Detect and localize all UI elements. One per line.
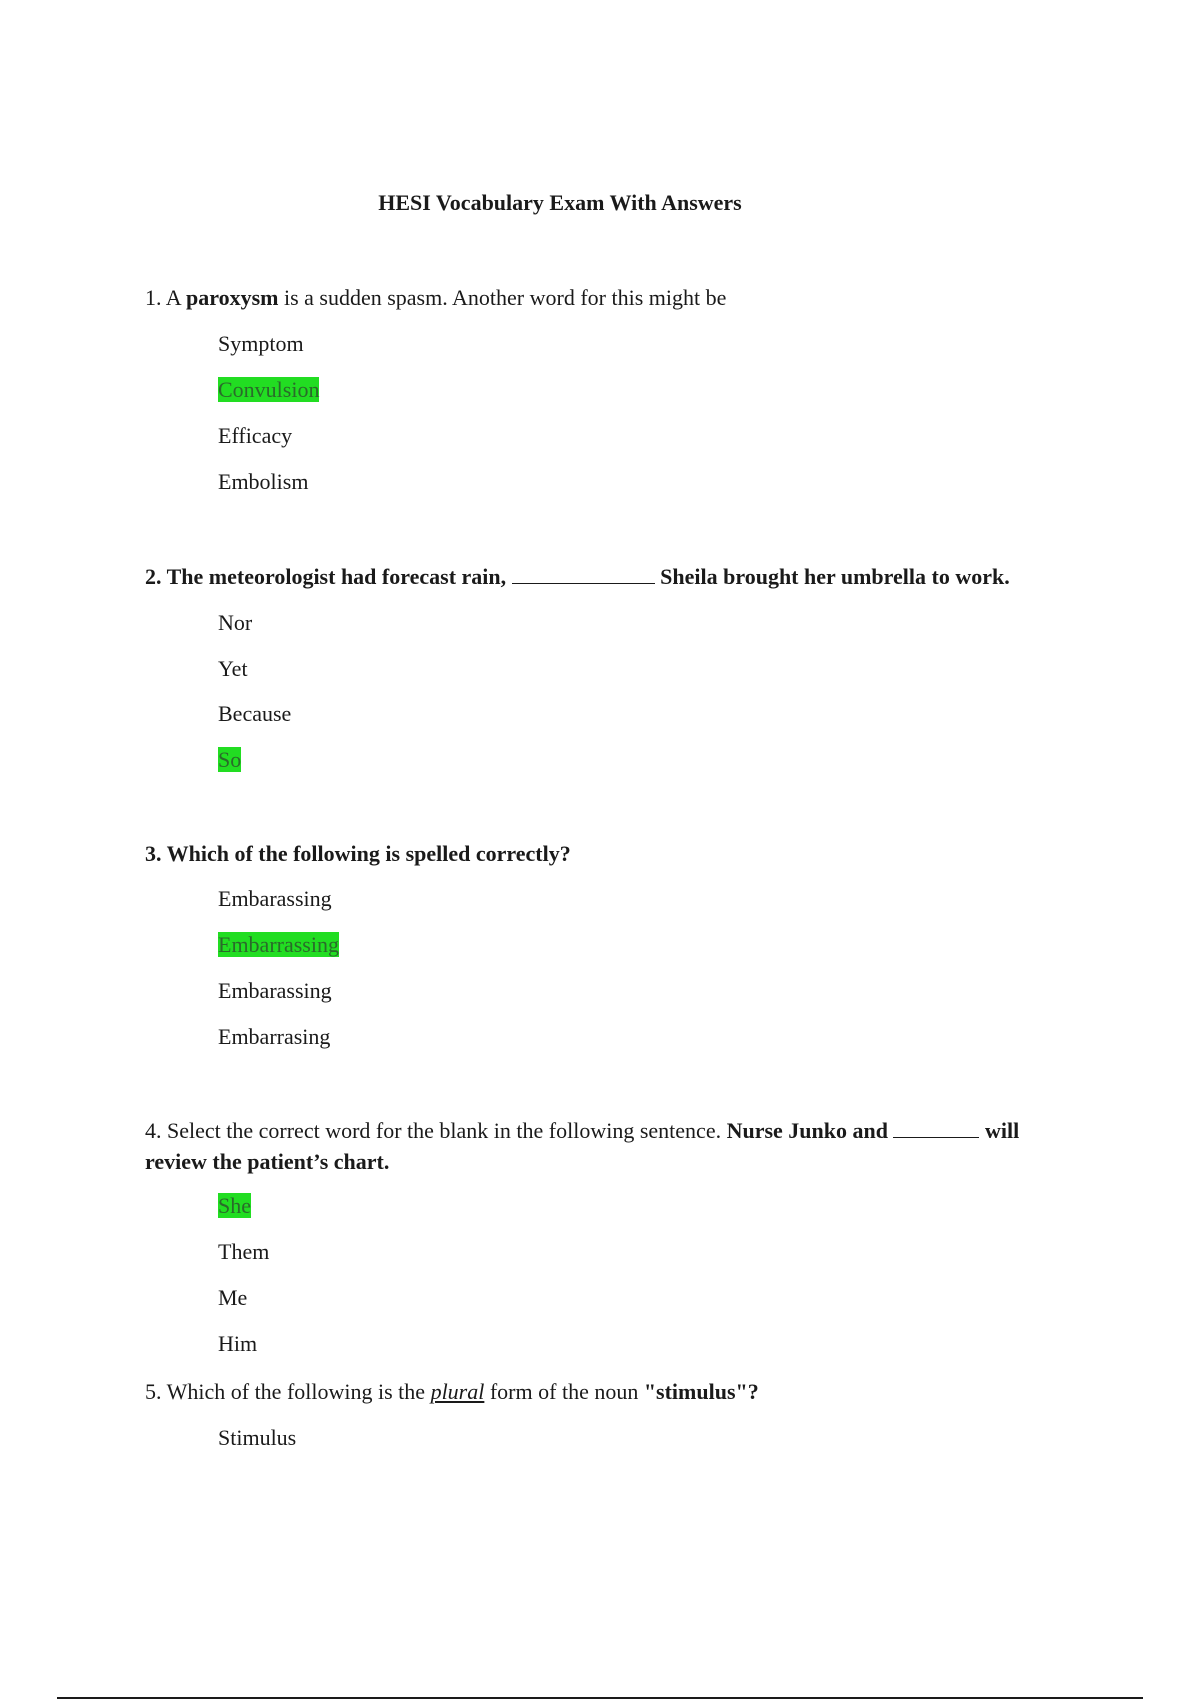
question-5-text-1: 5. Which of the following is the <box>145 1379 431 1404</box>
question-2-blank <box>512 563 655 584</box>
document-title: HESI Vocabulary Exam With Answers <box>378 190 742 215</box>
q2-option-2: Yet <box>218 656 248 681</box>
answer-highlight: So <box>218 747 242 772</box>
question-4-sentence-end: will review the patient’s chart. <box>145 1118 1020 1174</box>
q3-option-1: Embarassing <box>218 886 332 911</box>
question-4 <box>145 1115 1075 1177</box>
question-2 <box>145 561 1145 592</box>
q2-option-4-answer <box>218 746 241 774</box>
answer-highlight: Embarrassing <box>218 932 339 957</box>
question-1 <box>145 282 1095 313</box>
q3-option-2-answer <box>218 931 339 959</box>
q3-option-4: Embarrasing <box>218 1024 331 1049</box>
q5-option-1: Stimulus <box>218 1425 297 1450</box>
q2-option-1: Nor <box>218 610 253 635</box>
q4-option-3: Me <box>218 1285 248 1310</box>
question-5-term: "stimulus"? <box>643 1379 759 1404</box>
question-3: 3. Which of the following is spelled correctly? <box>145 841 571 866</box>
question-1-prefix: 1. A <box>145 285 186 310</box>
question-5 <box>145 1376 1095 1407</box>
question-4-intro: 4. Select the correct word for the blank in the following sentence. <box>145 1118 722 1143</box>
q4-option-2: Them <box>218 1239 270 1264</box>
question-1-suffix: is a sudden spasm. Another word for this might be <box>278 285 727 310</box>
q2-option-3: Because <box>218 701 292 726</box>
question-5-emphasis: plural <box>430 1379 485 1404</box>
question-4-blank <box>893 1117 979 1138</box>
page-bottom-rule <box>57 1697 1143 1699</box>
q1-option-2-answer <box>218 376 319 404</box>
answer-highlight: She <box>218 1193 251 1218</box>
q1-option-4: Embolism <box>218 469 309 494</box>
question-1-term: paroxysm <box>185 285 279 310</box>
question-5-text-2: form of the noun <box>484 1379 644 1404</box>
q1-option-3: Efficacy <box>218 423 293 448</box>
q3-option-3: Embarassing <box>218 978 332 1003</box>
question-2-part2: Sheila brought her umbrella to work. <box>660 564 1010 589</box>
q1-option-1: Symptom <box>218 331 304 356</box>
q4-option-4: Him <box>218 1331 258 1356</box>
question-2-part1: 2. The meteorologist had forecast rain, <box>145 564 507 589</box>
answer-highlight: Convulsion <box>218 377 320 402</box>
question-4-sentence-start: Nurse Junko and <box>726 1118 888 1143</box>
q4-option-1-answer <box>218 1192 251 1220</box>
